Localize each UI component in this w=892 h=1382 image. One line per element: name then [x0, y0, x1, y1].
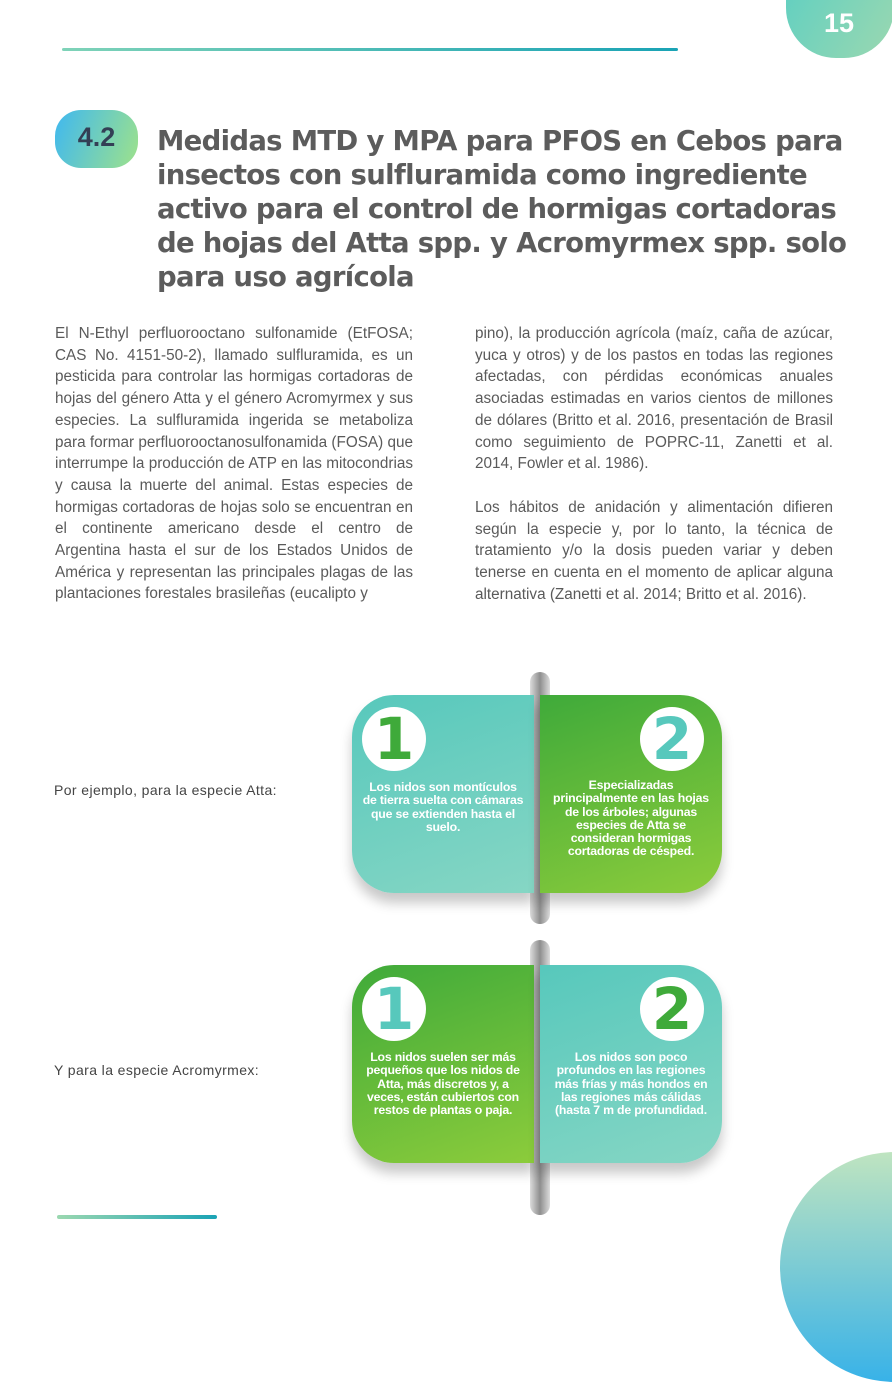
example-label-acromyrmex: Y para la especie Acromyrmex:: [54, 1062, 260, 1078]
text-column-left: [55, 323, 413, 627]
acromyrmex-card-1-text: Los nidos suelen ser más pequeños que los nidos de Atta, más discretos y, a veces, están cubiertos con restos de plantas o paja.: [366, 1050, 520, 1118]
number-circle-1: 1: [362, 707, 426, 771]
body-paragraph-1-part-a: El N-Ethyl perfluorooctano sulfonamide (EtFOSA; CAS No. 4151-50-2), llamado sulfluramida, es un pesticida para controlar las hormigas cortadoras de hojas del género Atta y el género Acromyrmex y sus especies. La sulfluramida ingerida se metaboliza para formar perfluorooctanosulfonamida (FOSA) que interrumpe la producción de ATP en las mitocondrias y causa la muerte del animal. Estas especies de hormigas cortadoras de hojas solo se encuentran en el continente americano desde el centro de Argentina hasta el sur de los Estados Unidos de América y representan las principales plagas de las plantaciones forestales brasileñas (eucalipto y: [55, 325, 413, 603]
section-title: Medidas MTD y MPA para PFOS en Cebos para insectos con sulfluramida como ingrediente activo para el control de hormigas cortadoras de hojas del Atta spp. y Acromyrmex spp. solo para uso agrícola: [157, 125, 847, 293]
number-circle-2: 2: [640, 977, 704, 1041]
atta-card-1-text: Los nidos son montículos de tierra suelta con cámaras que se extienden hasta el suelo.: [362, 780, 524, 834]
acromyrmex-card-1: [352, 965, 534, 1163]
atta-card-2-text: Especializadas principalmente en las hojas de los árboles; algunas especies de Atta se consideran hormigas cortadoras de césped.: [553, 778, 709, 859]
number-circle-1: 1: [362, 977, 426, 1041]
number-circle-2: 2: [640, 707, 704, 771]
footer-divider: [57, 1215, 217, 1219]
atta-card-1: [352, 695, 534, 893]
example-label-atta: Por ejemplo, para la especie Atta:: [54, 782, 277, 798]
acromyrmex-card-2: [540, 965, 722, 1163]
decorative-corner-shape: [780, 1152, 892, 1382]
body-paragraph-2: Los hábitos de anidación y alimentación difieren según la especie y, por lo tanto, la técnica de tratamiento y/o la dosis pueden variar y deben tenerse en cuenta en el momento de aplicar alguna alternativa (Zanetti et al. 2014; Britto et al. 2016).: [475, 498, 833, 603]
acromyrmex-card-2-text: Los nidos son poco profundos en las regiones más frías y más hondos en las regiones más cálidas (hasta 7 m de profundidad.: [554, 1050, 708, 1118]
text-column-right: [475, 323, 833, 627]
page-number: 15: [823, 8, 855, 38]
section-number: 4.2: [77, 122, 116, 152]
body-paragraph-1-part-b: pino), la producción agrícola (maíz, caña de azúcar, yuca y otros) y de los pastos en todas las regiones afectadas, con pérdidas económicas anuales asociadas estimadas en varios cientos de millones de dólares (Britto et al. 2016, presentación de Brasil como seguimiento de POPRC-11, Zanetti et al. 2014, Fowler et al. 1986).: [475, 325, 833, 473]
atta-card-2: [540, 695, 722, 893]
header-divider: [62, 48, 678, 51]
